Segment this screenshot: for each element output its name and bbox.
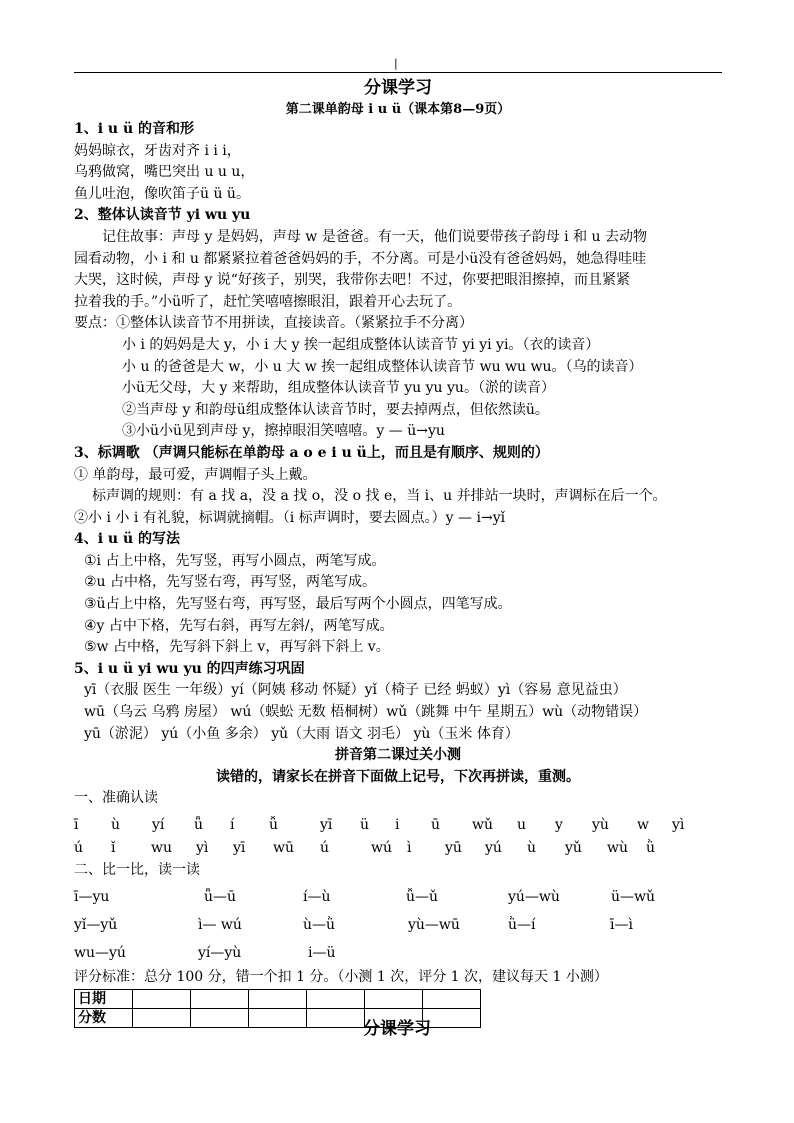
s2-point: 小ü无父母，大 y 来帮助，组成整体认读音节 yu yu yu。（淤的读音）: [122, 380, 555, 397]
compare-item: ǖ—ū: [204, 888, 237, 905]
compare-item: i—ü: [308, 944, 336, 961]
section-2-heading: 2、整体认读音节 yi wu yu: [74, 207, 251, 224]
compare-item: ī—yu: [74, 888, 110, 905]
s5-line: yī（衣服 医生 一年级）yí（阿姨 移动 怀疑）yǐ（椅子 已经 蚂蚁）yì（容易 意见益虫）: [84, 682, 627, 699]
pinyin-item: ū: [431, 817, 441, 833]
compare-row-2: [74, 914, 722, 937]
pinyin-item: ì: [407, 840, 412, 856]
s4-line: ⑤w 占中格，先写斜下斜上 v，再写斜下斜上 v。: [84, 639, 390, 656]
section-5-heading: 5、i u ü yi wu yu 的四声练习巩固: [74, 660, 305, 677]
pinyin-item: ù: [527, 840, 537, 856]
pinyin-item: ǜ: [646, 840, 656, 856]
reading-row-2: [74, 837, 722, 860]
compare-item: ì— wú: [198, 916, 242, 933]
pinyin-item: w: [637, 817, 649, 833]
pinyin-item: i: [395, 817, 400, 833]
compare-item: ù—ǜ: [303, 916, 336, 933]
pinyin-item: wú: [371, 840, 392, 856]
pinyin-item: wū: [273, 840, 294, 856]
pinyin-item: yú: [485, 840, 502, 856]
section-3-heading: 3、标调歌 （声调只能标在单韵母 a o e i u ü上，而且是有顺序、规则的）: [74, 444, 549, 461]
quiz-title: 拼音第二课过关小测: [335, 747, 461, 764]
s1-line: 鱼儿吐泡，像吹笛子ü ü ü。: [74, 185, 250, 202]
s5-line: wū（乌云 乌鸦 房屋） wú（蜈蚣 无数 梧桐树）wǔ（跳舞 中午 星期五）wù（动物错误）: [84, 704, 648, 721]
s1-line: 乌鸦做窝，嘴巴突出 u u u，: [74, 164, 255, 181]
s2-story-line: 大哭，这时候，声母 y 说“好孩子，别哭，我带你去吧！不过，你要把眼泪擦掉，而且紧紧: [74, 272, 630, 289]
compare-item: wu—yú: [74, 944, 126, 961]
pinyin-item: ù: [111, 817, 121, 833]
s2-point: 小 u 的爸爸是大 w，小 u 大 w 挨一起组成整体认读音节 wu wu wu。（乌的读音）: [122, 358, 643, 375]
s2-point: 要点：①整体认读音节不用拼读，直接读音。（紧紧拉手不分离）: [74, 315, 473, 332]
s2-point: ②当声母 y 和韵母ü组成整体认读音节时，要去掉两点，但依然读ü。: [122, 401, 549, 418]
pinyin-item: wù: [607, 840, 628, 856]
content: [74, 76, 722, 1028]
compare-row-3: [74, 942, 722, 965]
s3-line: ②小 i 小 i 有礼貌，标调就摘帽。（i 标声调时，要去圆点。）y — i→yǐ: [74, 509, 506, 526]
s4-line: ①i 占上中格，先写竖，再写小圆点，两笔写成。: [84, 552, 386, 569]
header-rule: [74, 72, 722, 73]
pinyin-item: ǚ: [269, 817, 279, 833]
s2-point: ③小ü小ü见到声母 y，擦掉眼泪笑嘻嘻。y — ü→yu: [122, 423, 445, 440]
s3-line: 标声调的规则：有 a 找 a，没 a 找 o，没 o 找 e，当 i、u 并排站一块时，声调标在后一个。: [92, 488, 667, 505]
compare-item: ǜ—í: [508, 916, 536, 933]
pinyin-item: u: [517, 817, 527, 833]
pinyin-item: y: [555, 817, 563, 833]
date-cell[interactable]: [249, 990, 307, 1009]
date-cell[interactable]: [133, 990, 191, 1009]
pinyin-item: wǔ: [472, 817, 493, 833]
pinyin-item: yù: [592, 817, 609, 833]
s5-line: yū（淤泥） yú（小鱼 多余） yǔ（大雨 语文 羽毛） yù（玉米 体育）: [84, 725, 519, 742]
next-section-title: 分课学习: [363, 1019, 431, 1039]
compare-item: ǚ—ǔ: [406, 888, 439, 905]
reading-row-1: [74, 814, 722, 837]
lesson-subtitle: 第二课单韵母 i u ü（课本第8—9页）: [285, 102, 511, 117]
date-label: 日期: [75, 990, 133, 1009]
pinyin-item: ü: [360, 817, 370, 833]
compare-row-1: [74, 886, 722, 909]
date-cell[interactable]: [365, 990, 423, 1009]
page-title: 分课学习: [364, 78, 432, 98]
pinyin-item: yí: [152, 817, 165, 833]
quiz-part-1: 一、准确认读: [74, 790, 158, 807]
pinyin-item: ú: [320, 840, 330, 856]
date-cell[interactable]: [191, 990, 249, 1009]
s4-line: ④y 占中下格，先写右斜，再写左斜/，两笔写成。: [84, 617, 394, 634]
compare-item: ī—ì: [610, 916, 633, 933]
pinyin-item: ǖ: [194, 817, 204, 833]
s4-line: ②u 占中格，先写竖右弯，再写竖，两笔写成。: [84, 574, 377, 591]
pinyin-item: ú: [74, 840, 84, 856]
section-1-heading: 1、i u ü 的音和形: [74, 121, 195, 137]
compare-item: í—ù: [303, 888, 331, 905]
pinyin-item: yī: [233, 840, 246, 856]
pinyin-item: wu: [151, 840, 172, 856]
pinyin-item: ī: [74, 817, 79, 833]
s2-story-line: 拉着我的手。”小ü听了，赶忙笑嘻嘻擦眼泪，跟着开心去玩了。: [74, 293, 462, 310]
s1-line: 妈妈晾衣，牙齿对齐 i i i，: [74, 142, 241, 159]
pinyin-item: yū: [445, 840, 462, 856]
date-row: [75, 990, 481, 1009]
compare-item: yí—yù: [198, 944, 242, 961]
compare-item: ü—wǔ: [611, 888, 656, 905]
scoring-rule: 评分标准：总分 100 分，错一个扣 1 分。（小测 1 次，评分 1 次，建议每天 1 小测）: [74, 968, 608, 985]
s2-point: 小 i 的妈妈是大 y，小 i 大 y 挨一起组成整体认读音节 yi yi yi。（衣的读音）: [122, 336, 600, 353]
section-4-heading: 4、i u ü 的写法: [74, 531, 181, 548]
score-label: 分数: [75, 1009, 133, 1028]
compare-item: yú—wù: [508, 888, 560, 905]
pinyin-item: yǔ: [565, 840, 582, 856]
quiz-note: 读错的，请家长在拼音下面做上记号，下次再拼读，重测。: [216, 768, 580, 785]
quiz-part-2: 二、比一比，读一读: [74, 862, 200, 878]
date-cell[interactable]: [307, 990, 365, 1009]
pinyin-item: ǐ: [111, 840, 116, 856]
pinyin-item: yī: [320, 817, 333, 833]
s2-story-line: 记住故事：声母 y 是妈妈，声母 w 是爸爸。有一天，他们说要带孩子韵母 i 和 u 去动物: [102, 228, 647, 245]
header-mark: |: [394, 57, 398, 70]
compare-item: yǐ—yǔ: [74, 916, 118, 933]
pinyin-item: í: [230, 817, 235, 833]
s4-line: ③ü占上中格，先写竖右弯，再写竖，最后写两个小圆点，四笔写成。: [84, 596, 512, 613]
s3-line: ① 单韵母，最可爱，声调帽子头上戴。: [74, 466, 317, 483]
pinyin-item: yì: [672, 817, 685, 833]
s2-story-line: 园看动物，小 i 和 u 都紧紧拉着爸爸妈妈的手，不分离。可是小ü没有爸爸妈妈，她急得哇哇: [74, 250, 647, 267]
date-cell[interactable]: [423, 990, 481, 1009]
compare-item: yù—wū: [408, 916, 460, 933]
pinyin-item: yì: [196, 840, 209, 856]
